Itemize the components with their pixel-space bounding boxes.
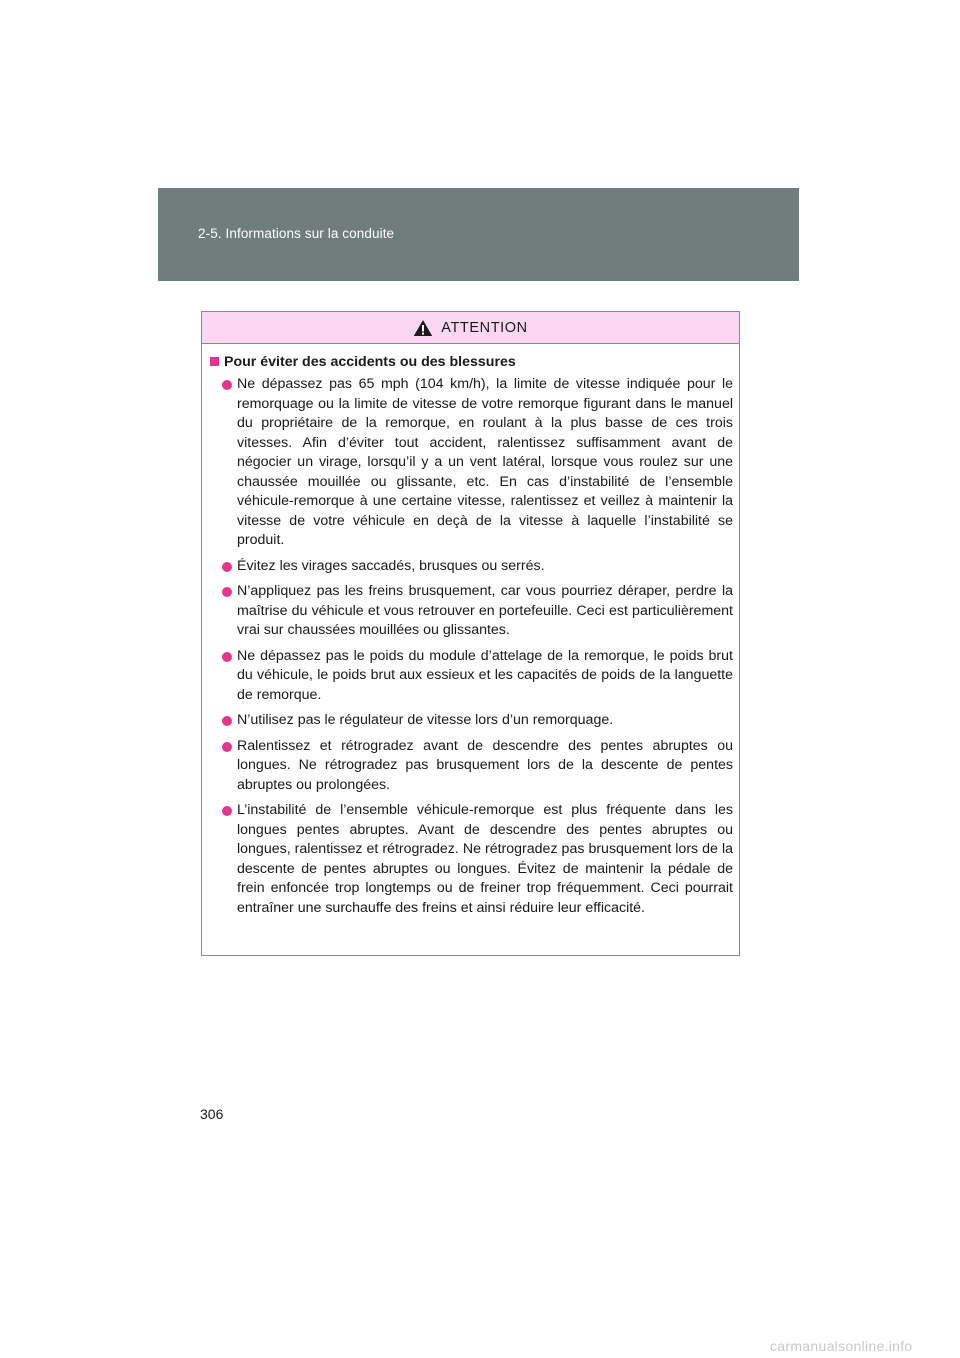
list-item xyxy=(222,582,733,641)
list-item xyxy=(222,375,733,551)
circle-bullet-icon xyxy=(222,652,232,662)
list-item xyxy=(222,737,733,796)
warning-header xyxy=(202,312,739,344)
circle-bullet-icon xyxy=(222,562,232,572)
circle-bullet-icon xyxy=(222,806,232,816)
warning-subheading-text: Pour éviter des accidents ou des blessures xyxy=(224,354,516,370)
list-item xyxy=(222,557,733,577)
warning-triangle-icon xyxy=(413,319,433,337)
warning-title: ATTENTION xyxy=(441,319,528,336)
list-item-text: N’appliquez pas les freins brusquement, car vous pourriez déraper, perdre la maîtrise du véhicule et vous retrouver en portefeuille. Ceci est particulièrement vrai sur chaussées mouillées ou glissantes. xyxy=(237,583,733,638)
list-item xyxy=(222,647,733,706)
list-item-text: N’utilisez pas le régulateur de vitesse lors d’un remorquage. xyxy=(237,712,614,728)
page-number: 306 xyxy=(200,1106,224,1122)
square-bullet-icon xyxy=(210,357,219,366)
circle-bullet-icon xyxy=(222,742,232,752)
section-title: 2-5. Informations sur la conduite xyxy=(198,226,395,241)
list-item-text: Évitez les virages saccadés, brusques ou serrés. xyxy=(237,557,545,574)
warning-body xyxy=(202,344,739,918)
section-header-band xyxy=(158,188,799,281)
list-item-text: L’instabilité de l’ensemble véhicule-remorque est plus fréquente dans les longues pentes abruptes. Avant de descendre des pentes abruptes ou longues, ralentissez et rétrogradez. Ne rétrogradez pas brusquement lors de la descente de pentes abruptes ou longues. Évitez de maintenir la pédale de frein enfoncée trop longtemps ou de freiner trop fréquemment. Ceci pourrait entraîner une surchauffe des freins et ainsi réduire leur efficacité. xyxy=(237,802,733,916)
watermark: carmanualsonline.info xyxy=(770,1338,913,1354)
warning-box xyxy=(201,311,740,956)
list-item-text: Ne dépassez pas 65 mph (104 km/h), la limite de vitesse indiquée pour le remorquage ou la limite de vitesse de votre remorque figurant dans le manuel du propriétaire de la remorque, en roulant à la plus basse de ces trois vitesses. Afin d’éviter tout accident, ralentissez suffisamment avant de négocier un virage, lorsqu’il y a un vent latéral, lorsque vous roulez sur une chaussée mouillée ou glissante, etc. En cas d’instabilité de l’ensemble véhicule-remorque à une certaine vitesse, ralentissez et veillez à maintenir la vitesse de votre véhicule en deçà de la vitesse à laquelle l’instabilité se produit. xyxy=(237,376,733,548)
circle-bullet-icon xyxy=(222,587,232,597)
list-item xyxy=(222,801,733,918)
circle-bullet-icon xyxy=(222,380,232,390)
list-item-text: Ralentissez et rétrogradez avant de descendre des pentes abruptes ou longues. Ne rétrogradez pas brusquement lors de la descente de pentes abruptes ou prolongées. xyxy=(237,737,733,793)
warning-list xyxy=(210,375,733,918)
circle-bullet-icon xyxy=(222,716,232,726)
warning-subheading xyxy=(210,352,733,372)
list-item xyxy=(222,711,733,731)
list-item-text: Ne dépassez pas le poids du module d’attelage de la remorque, le poids brut du véhicule, le poids brut aux essieux et les capacités de poids de la languette de remorque. xyxy=(237,647,733,703)
